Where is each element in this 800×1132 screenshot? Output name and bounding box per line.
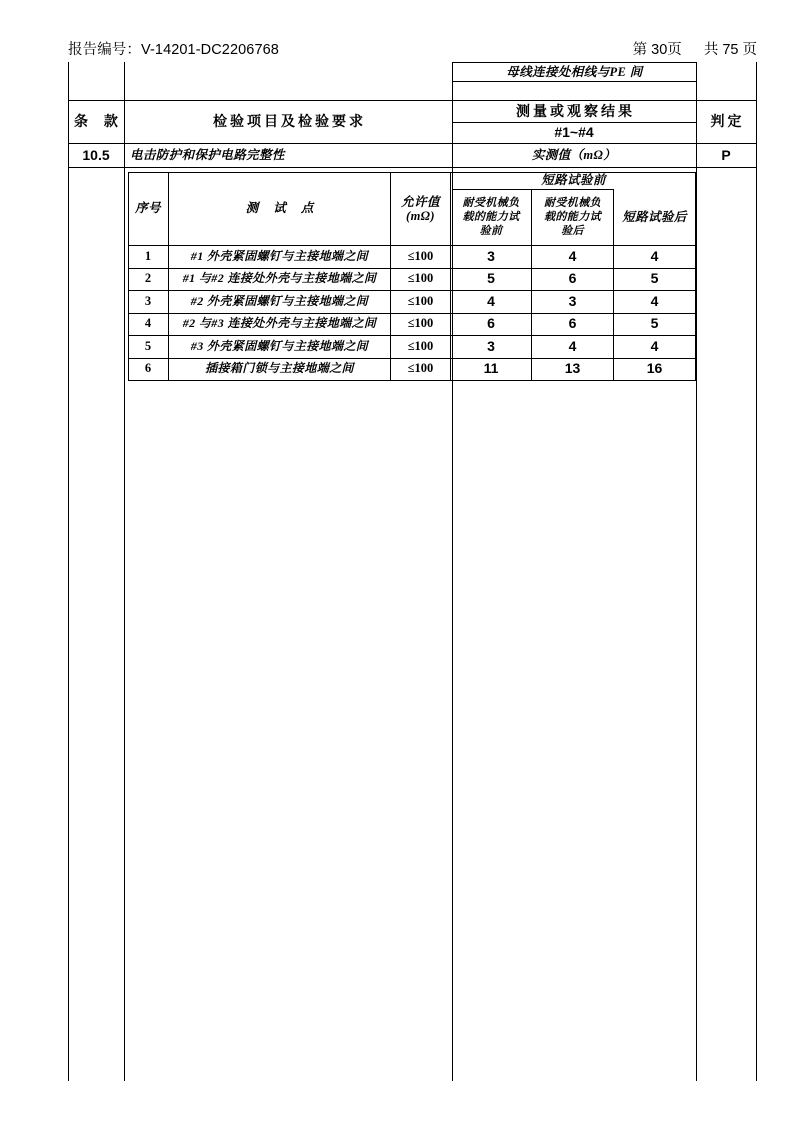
column-header-result-sub: #1~#4 xyxy=(554,124,594,140)
cell-mech-before: 6 xyxy=(487,315,495,332)
cell-after-short-circuit: 4 xyxy=(650,247,659,264)
cell-after-short-circuit: 5 xyxy=(650,270,659,287)
cell-mech-after: 13 xyxy=(564,360,581,377)
page-current: 第 30页 xyxy=(632,42,682,58)
cell-limit: ≤100 xyxy=(407,316,434,331)
banner-title: 母线连接处相线与PE 间 xyxy=(506,64,643,79)
cell-limit: ≤100 xyxy=(407,248,434,263)
banner-spacer-right-border xyxy=(696,81,697,101)
inner-header-before-short-circuit: 短路试验前 xyxy=(541,173,606,187)
outer-left-border xyxy=(68,62,69,1081)
inner-header-after-short-circuit: 短路试验后 xyxy=(622,209,687,224)
cell-seq: 4 xyxy=(144,316,152,331)
report-number: 报告编号：V-14201-DC2206768 xyxy=(68,42,279,58)
cell-limit: ≤100 xyxy=(407,293,434,308)
cell-after-short-circuit: 4 xyxy=(650,292,659,309)
cell-mech-before: 4 xyxy=(487,292,495,309)
clause-verdict: P xyxy=(721,146,731,163)
inner-header-mech-after xyxy=(532,189,613,245)
cell-mech-before: 5 xyxy=(487,270,495,287)
inner-table-bottom-border xyxy=(128,380,696,381)
mech-after-line2: 载的能力试 xyxy=(544,211,601,223)
mech-after-line3: 验后 xyxy=(561,225,584,237)
cell-test-point: #1 与#2 连接处外壳与主接地端之间 xyxy=(182,271,377,286)
clause-row-bottom-border xyxy=(68,167,757,168)
cell-limit: ≤100 xyxy=(407,338,434,353)
inner-header-mech-before xyxy=(451,189,531,245)
column-header-clause: 条 款 xyxy=(74,113,124,129)
cell-mech-before: 3 xyxy=(487,337,495,354)
cell-test-point: #3 外壳紧固螺钉与主接地端之间 xyxy=(190,338,369,353)
column-header-result: 测量或观察结果 xyxy=(516,102,635,119)
cell-mech-before: 3 xyxy=(487,247,495,264)
cell-seq: 3 xyxy=(144,293,152,308)
cell-test-point: #1 外壳紧固螺钉与主接地端之间 xyxy=(190,248,369,263)
cell-seq: 5 xyxy=(144,338,152,353)
clause-result-text: 实测值（mΩ） xyxy=(531,147,617,162)
cell-test-point: #2 外壳紧固螺钉与主接地端之间 xyxy=(190,293,369,308)
inner-header-seq: 序号 xyxy=(135,201,161,215)
cell-seq: 6 xyxy=(144,361,152,376)
outer-right-border xyxy=(756,62,757,1081)
clause-item-text: 电击防护和保护电路完整性 xyxy=(130,147,285,162)
page-total: 共 75 页 xyxy=(703,42,757,58)
banner-spacer-left-border xyxy=(452,81,453,101)
cell-seq: 1 xyxy=(144,248,152,263)
column-header-item: 检验项目及检验要求 xyxy=(213,113,366,129)
cell-seq: 2 xyxy=(144,271,152,286)
cell-mech-after: 6 xyxy=(568,315,577,332)
cell-after-short-circuit: 5 xyxy=(650,315,659,332)
cell-after-short-circuit: 16 xyxy=(646,360,663,377)
cell-mech-after: 4 xyxy=(568,247,577,264)
cell-mech-before: 11 xyxy=(483,360,499,377)
mech-before-line3: 验前 xyxy=(479,225,503,237)
cell-test-point: #2 与#3 连接处外壳与主接地端之间 xyxy=(182,316,377,331)
cell-mech-after: 6 xyxy=(568,270,577,287)
mech-after-line1: 耐受机械负 xyxy=(544,197,601,209)
inner-right-border xyxy=(695,172,696,381)
cell-test-point: 插接箱门锁与主接地端之间 xyxy=(205,361,354,376)
inner-header-limit-line2: (mΩ) xyxy=(406,208,435,223)
cell-mech-after: 4 xyxy=(568,337,577,354)
clause-number: 10.5 xyxy=(82,146,110,163)
mech-before-line2: 载的能力试 xyxy=(462,211,520,223)
cell-limit: ≤100 xyxy=(407,271,434,286)
cell-mech-after: 3 xyxy=(568,292,577,309)
inner-header-limit xyxy=(391,172,450,245)
mech-before-line1: 耐受机械负 xyxy=(462,197,520,209)
inner-header-limit-line1: 允许值 xyxy=(401,194,440,209)
inner-header-test-point: 测 试 点 xyxy=(245,201,320,215)
cell-limit: ≤100 xyxy=(407,361,434,376)
column-header-verdict: 判定 xyxy=(710,113,745,129)
running-header xyxy=(68,40,757,62)
page-indicator xyxy=(633,40,757,60)
clause-item-divider xyxy=(124,62,125,1081)
cell-after-short-circuit: 4 xyxy=(650,337,659,354)
